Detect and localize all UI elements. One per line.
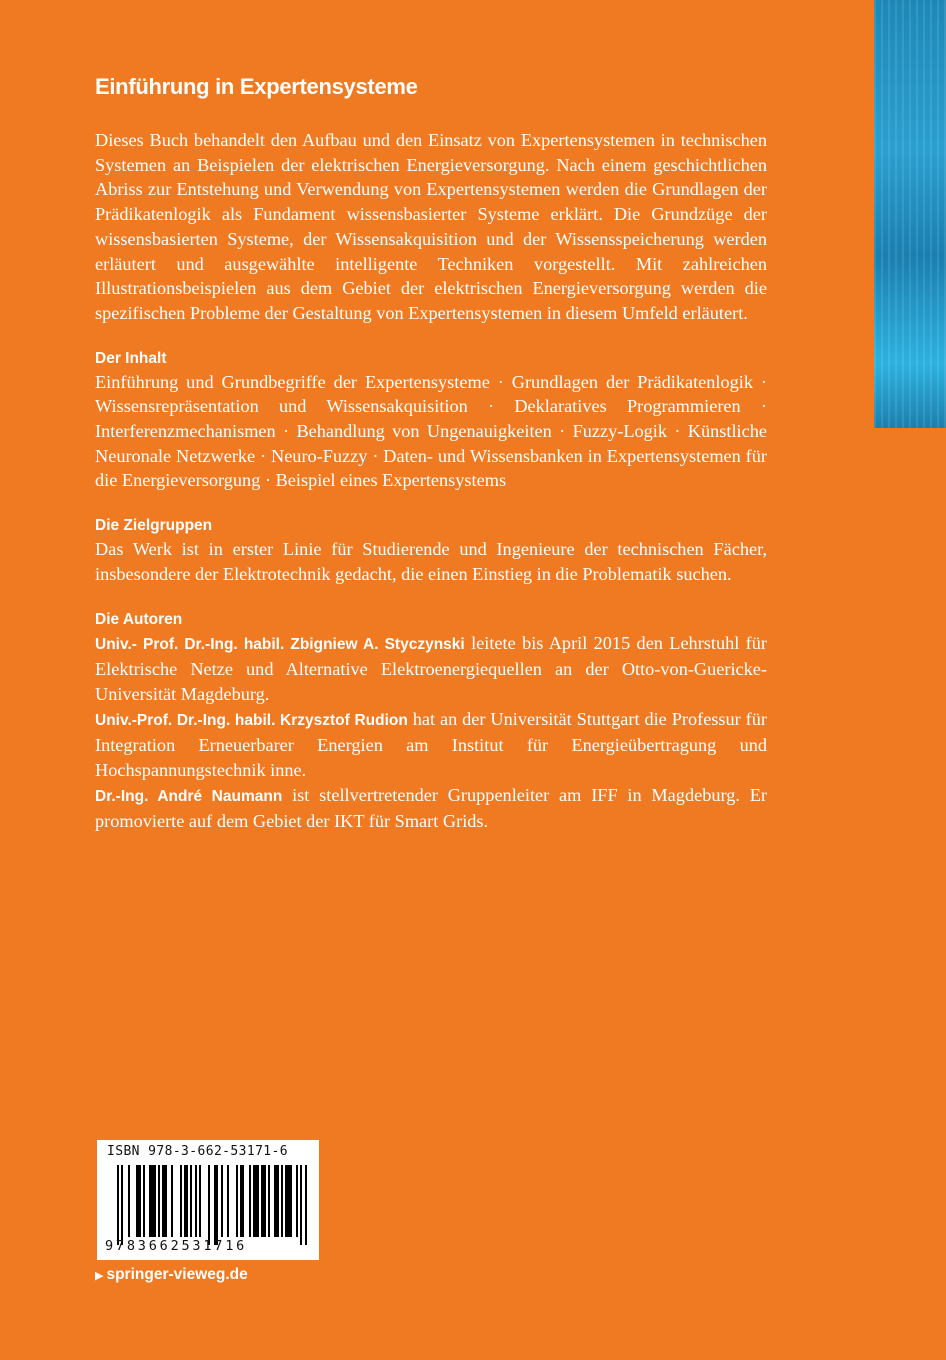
author-entry <box>95 707 767 783</box>
isbn-label: ISBN 978-3-662-53171-6 <box>107 1144 288 1159</box>
contents-section <box>95 348 767 494</box>
author-entry <box>95 631 767 707</box>
author-name: Dr.-Ing. André Naumann <box>95 787 283 805</box>
cover-accent-strip <box>874 0 946 428</box>
contents-heading: Der Inhalt <box>95 349 167 367</box>
back-cover-text <box>95 74 767 834</box>
author-name: Univ.- Prof. Dr.-Ing. habil. Zbigniew A. Styczynski <box>95 635 465 653</box>
book-title: Einführung in Expertensysteme <box>95 74 418 99</box>
author-bio: leitete bis April 2015 den Lehrstuhl für Elektrische Netze und Alternative Elektroenergiequellen an der Otto-von-Guericke-Universität Magdeburg. <box>95 632 767 704</box>
author-bio: ist stellvertretender Gruppenleiter am IFF in Magdeburg. Er promovierte auf dem Gebiet der IKT für Smart Grids. <box>95 784 767 832</box>
publisher-link[interactable] <box>95 1266 248 1284</box>
author-entry <box>95 783 767 834</box>
contents-text: Einführung und Grundbegriffe der Expertensysteme · Grundlagen der Prädikatenlogik · Wissensrepräsentation und Wissensakquisition · Deklaratives Programmieren · Interferenzmechanismen · Behandlung von Ungenauigkeiten · Fuzzy-Logik · Künstliche Neuronale Netzwerke · Neuro-Fuzzy · Daten- und Wissensbanken in Expertensystemen für die Energieversorgung · Beispiel eines Expertensystems <box>95 371 767 491</box>
audience-heading: Die Zielgruppen <box>95 517 213 535</box>
publisher-url: springer-vieweg.de <box>106 1266 248 1283</box>
triangle-right-icon: ▶ <box>95 1270 104 1282</box>
barcode-digits: 9783662531716 <box>105 1238 248 1254</box>
barcode-bar <box>305 1165 307 1245</box>
authors-heading: Die Autoren <box>95 610 183 628</box>
isbn-barcode <box>97 1140 319 1260</box>
audience-section <box>95 515 767 586</box>
author-bio: hat an der Universität Stuttgart die Professur für Integration Erneuerbarer Energien am Institut für Energieübertragung und Hochspannungstechnik inne. <box>95 708 767 781</box>
book-description: Dieses Buch behandelt den Aufbau und den Einsatz von Expertensystemen in technischen Systemen an Beispielen der elektrischen Energieversorgung. Nach einem geschichtlichen Abriss zur Entstehung und Verwendung von Expertensystemen werden die Grundlagen der Prädikatenlogik als Fundament wissensbasierter Systeme erklärt. Die Grundzüge der wissensbasierten Systeme, der Wissensakquisition und der Wissensspeicherung werden erläutert und ausgewählte intelligente Techniken vorgestellt. Mit zahlreichen Illustrationsbeispielen aus dem Gebiet der elektrischen Energieversorgung werden die spezifischen Probleme der Gestaltung von Expertensystemen in diesem Umfeld erläutert. <box>95 130 767 323</box>
audience-text: Das Werk ist in erster Linie für Studierende und Ingenieure der technischen Fächer, insbesondere der Elektrotechnik gedacht, die einen Einstieg in die Problematik suchen. <box>95 539 767 584</box>
barcode-bars <box>117 1165 307 1245</box>
authors-section <box>95 609 767 835</box>
author-name: Univ.-Prof. Dr.-Ing. habil. Krzysztof Rudion <box>95 711 408 729</box>
